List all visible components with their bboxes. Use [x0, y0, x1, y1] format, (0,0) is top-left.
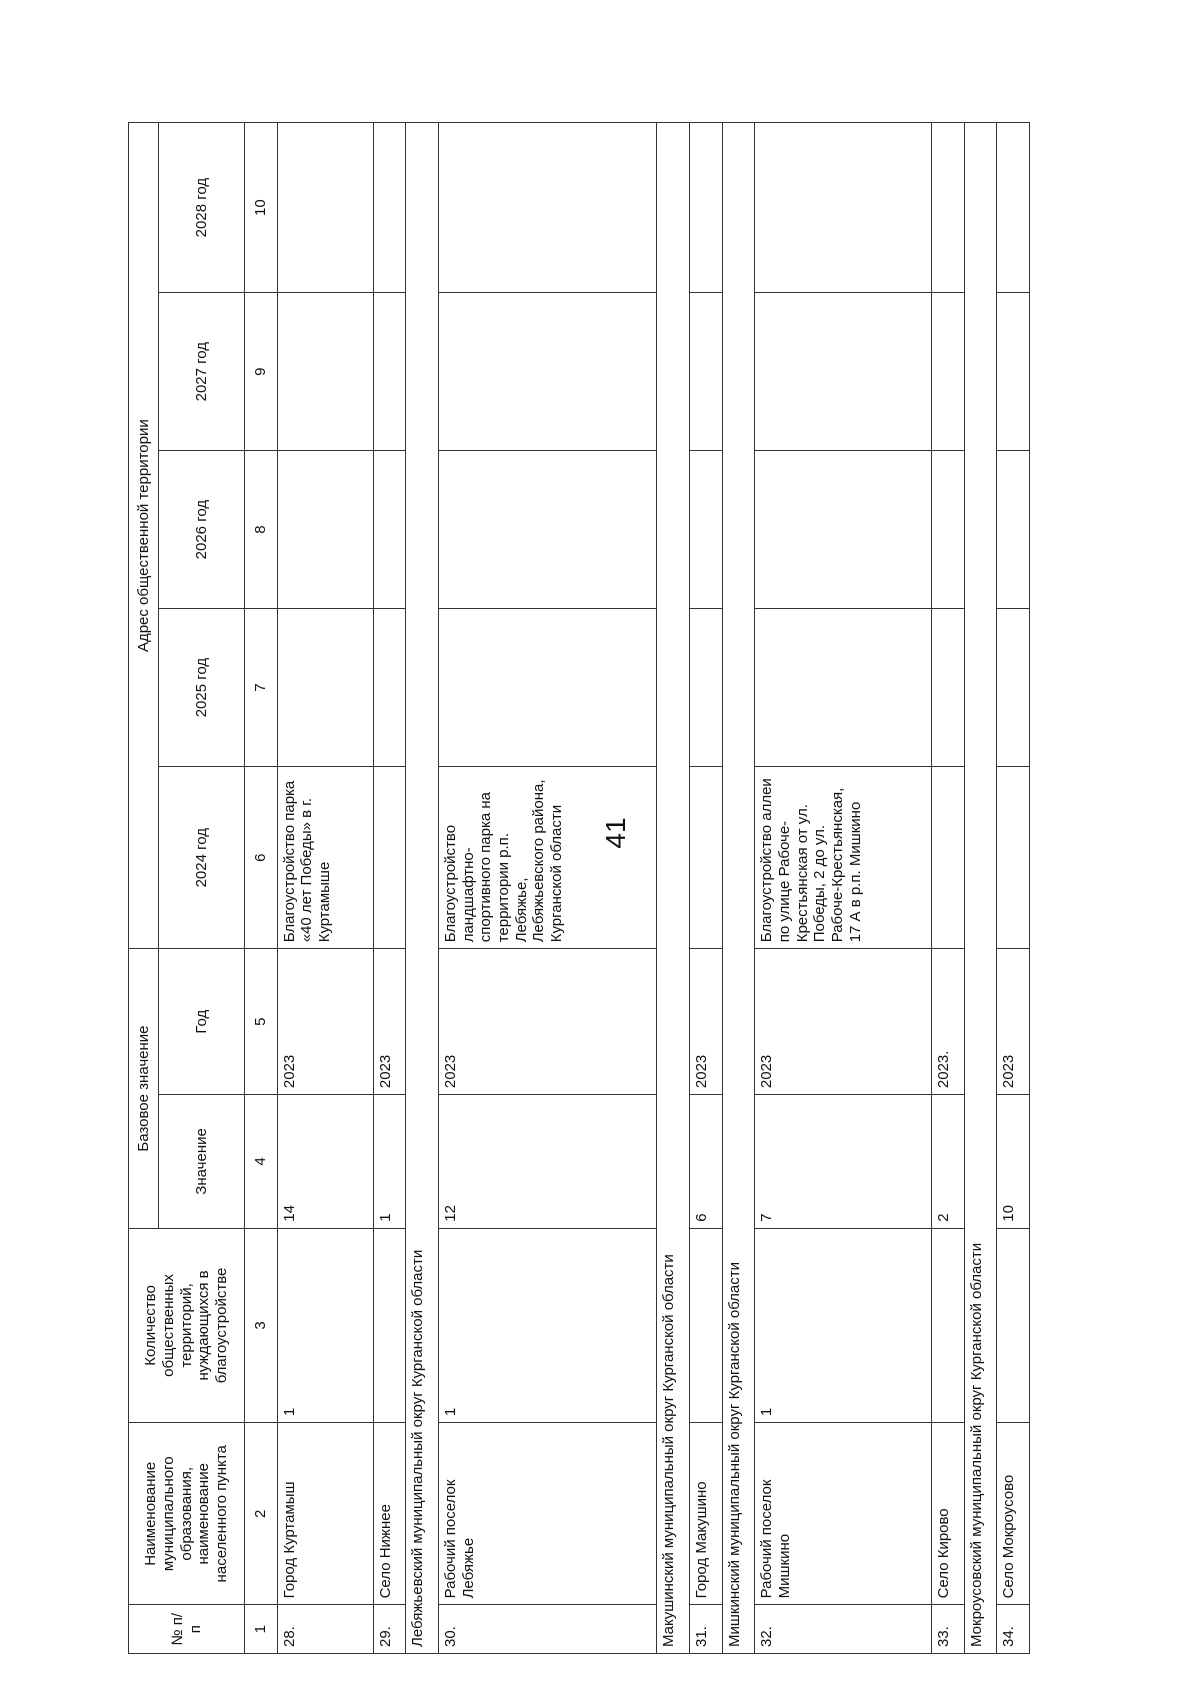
row-count	[997, 1228, 1030, 1422]
group-row	[406, 123, 439, 1654]
row-name: Рабочий поселок Лебяжье	[439, 1423, 657, 1605]
group-title: Лебяжьевский муниципальный округ Курганской области	[406, 123, 439, 1654]
col-number: 4	[245, 1095, 278, 1229]
row-2028	[997, 123, 1030, 293]
row-2028	[277, 123, 373, 293]
row-year: 2023	[755, 949, 932, 1095]
row-2025	[755, 609, 932, 767]
row-value: 10	[997, 1095, 1030, 1229]
table-row	[373, 123, 406, 1654]
table-row	[997, 123, 1030, 1654]
col-number: 3	[245, 1228, 278, 1422]
row-value: 2	[931, 1095, 964, 1229]
row-2026	[689, 451, 722, 609]
row-count	[373, 1228, 406, 1422]
row-2025	[689, 609, 722, 767]
row-name: Город Куртамыш	[277, 1423, 373, 1605]
row-name: Село Кирово	[931, 1423, 964, 1605]
row-2026	[997, 451, 1030, 609]
row-2024: Благоустройство ландшафтно-спортивного парка на территории р.п. Лебяжье, Лебяжьевского района, Курганской области	[439, 767, 657, 949]
header-2028: 2028 год	[159, 123, 245, 293]
row-2028	[373, 123, 406, 293]
rotated-table-container	[128, 122, 1030, 1654]
row-2026	[277, 451, 373, 609]
row-value: 14	[277, 1095, 373, 1229]
row-count: 1	[755, 1228, 932, 1422]
row-2027	[931, 293, 964, 451]
public-territories-table	[128, 122, 1030, 1654]
row-2025	[277, 609, 373, 767]
row-2024	[373, 767, 406, 949]
row-count: 1	[439, 1228, 657, 1422]
header-base-year: Год	[159, 949, 245, 1095]
row-2027	[755, 293, 932, 451]
header-base: Базовое значение	[129, 949, 159, 1228]
row-2027	[997, 293, 1030, 451]
row-num: 31.	[689, 1605, 722, 1654]
row-2028	[931, 123, 964, 293]
row-2028	[439, 123, 657, 293]
row-value: 12	[439, 1095, 657, 1229]
row-name: Село Нижнее	[373, 1423, 406, 1605]
row-num: 28.	[277, 1605, 373, 1654]
row-2025	[373, 609, 406, 767]
row-2026	[373, 451, 406, 609]
row-num: 33.	[931, 1605, 964, 1654]
row-2027	[439, 293, 657, 451]
row-2024	[997, 767, 1030, 949]
row-year: 2023	[373, 949, 406, 1095]
group-title: Макушинский муниципальный округ Курганской области	[657, 123, 690, 1654]
row-count	[931, 1228, 964, 1422]
row-2025	[997, 609, 1030, 767]
row-2028	[755, 123, 932, 293]
header-2024: 2024 год	[159, 767, 245, 949]
header-2026: 2026 год	[159, 451, 245, 609]
row-2025	[439, 609, 657, 767]
row-num: 32.	[755, 1605, 932, 1654]
row-2027	[277, 293, 373, 451]
row-2024: Благоустройство аллеи по улице Рабоче-Крестьянская от ул. Победы, 2 до ул. Рабоче-Крестьянская, 17 А в р.п. Мишкино	[755, 767, 932, 949]
row-2028	[689, 123, 722, 293]
table-row	[931, 123, 964, 1654]
col-number: 1	[245, 1605, 278, 1654]
row-count	[689, 1228, 722, 1422]
col-number: 6	[245, 767, 278, 949]
row-count: 1	[277, 1228, 373, 1422]
row-2025	[931, 609, 964, 767]
col-number: 7	[245, 609, 278, 767]
col-number: 10	[245, 123, 278, 293]
group-row	[657, 123, 690, 1654]
header-2025: 2025 год	[159, 609, 245, 767]
row-2027	[689, 293, 722, 451]
row-value: 6	[689, 1095, 722, 1229]
row-year: 2023	[439, 949, 657, 1095]
row-num: 30.	[439, 1605, 657, 1654]
row-2024	[931, 767, 964, 949]
table-row	[755, 123, 932, 1654]
row-value: 1	[373, 1095, 406, 1229]
table-row	[439, 123, 657, 1654]
row-2026	[755, 451, 932, 609]
header-address: Адрес общественной территории	[129, 123, 159, 949]
row-2024: Благоустройство парка «40 лет Победы» в г. Куртамыше	[277, 767, 373, 949]
row-year: 2023.	[931, 949, 964, 1095]
col-number: 9	[245, 293, 278, 451]
row-2026	[931, 451, 964, 609]
header-count: Количество общественных территорий, нуждающихся в благоустройстве	[129, 1228, 245, 1422]
row-2027	[373, 293, 406, 451]
row-name: Село Мокроусово	[997, 1423, 1030, 1605]
row-2026	[439, 451, 657, 609]
col-number: 8	[245, 451, 278, 609]
group-row	[964, 123, 997, 1654]
row-year: 2023	[689, 949, 722, 1095]
row-year: 2023	[997, 949, 1030, 1095]
table-row	[277, 123, 373, 1654]
header-2027: 2027 год	[159, 293, 245, 451]
table-row	[689, 123, 722, 1654]
header-name: Наименование муниципального образования, наименование населенного пункта	[129, 1423, 245, 1605]
row-2024	[689, 767, 722, 949]
row-value: 7	[755, 1095, 932, 1229]
group-row	[722, 123, 755, 1654]
row-name: Рабочий поселок Мишкино	[755, 1423, 932, 1605]
group-title: Мишкинский муниципальный округ Курганской области	[722, 123, 755, 1654]
header-base-value: Значение	[159, 1095, 245, 1229]
row-name: Город Макушино	[689, 1423, 722, 1605]
row-num: 34.	[997, 1605, 1030, 1654]
row-year: 2023	[277, 949, 373, 1095]
group-title: Мокроусовский муниципальный округ Курганской области	[964, 123, 997, 1654]
col-number: 5	[245, 949, 278, 1095]
row-num: 29.	[373, 1605, 406, 1654]
page-number: 41	[600, 817, 631, 849]
column-number-row	[245, 123, 278, 1654]
col-number: 2	[245, 1423, 278, 1605]
header-num: № п/п	[129, 1605, 245, 1654]
